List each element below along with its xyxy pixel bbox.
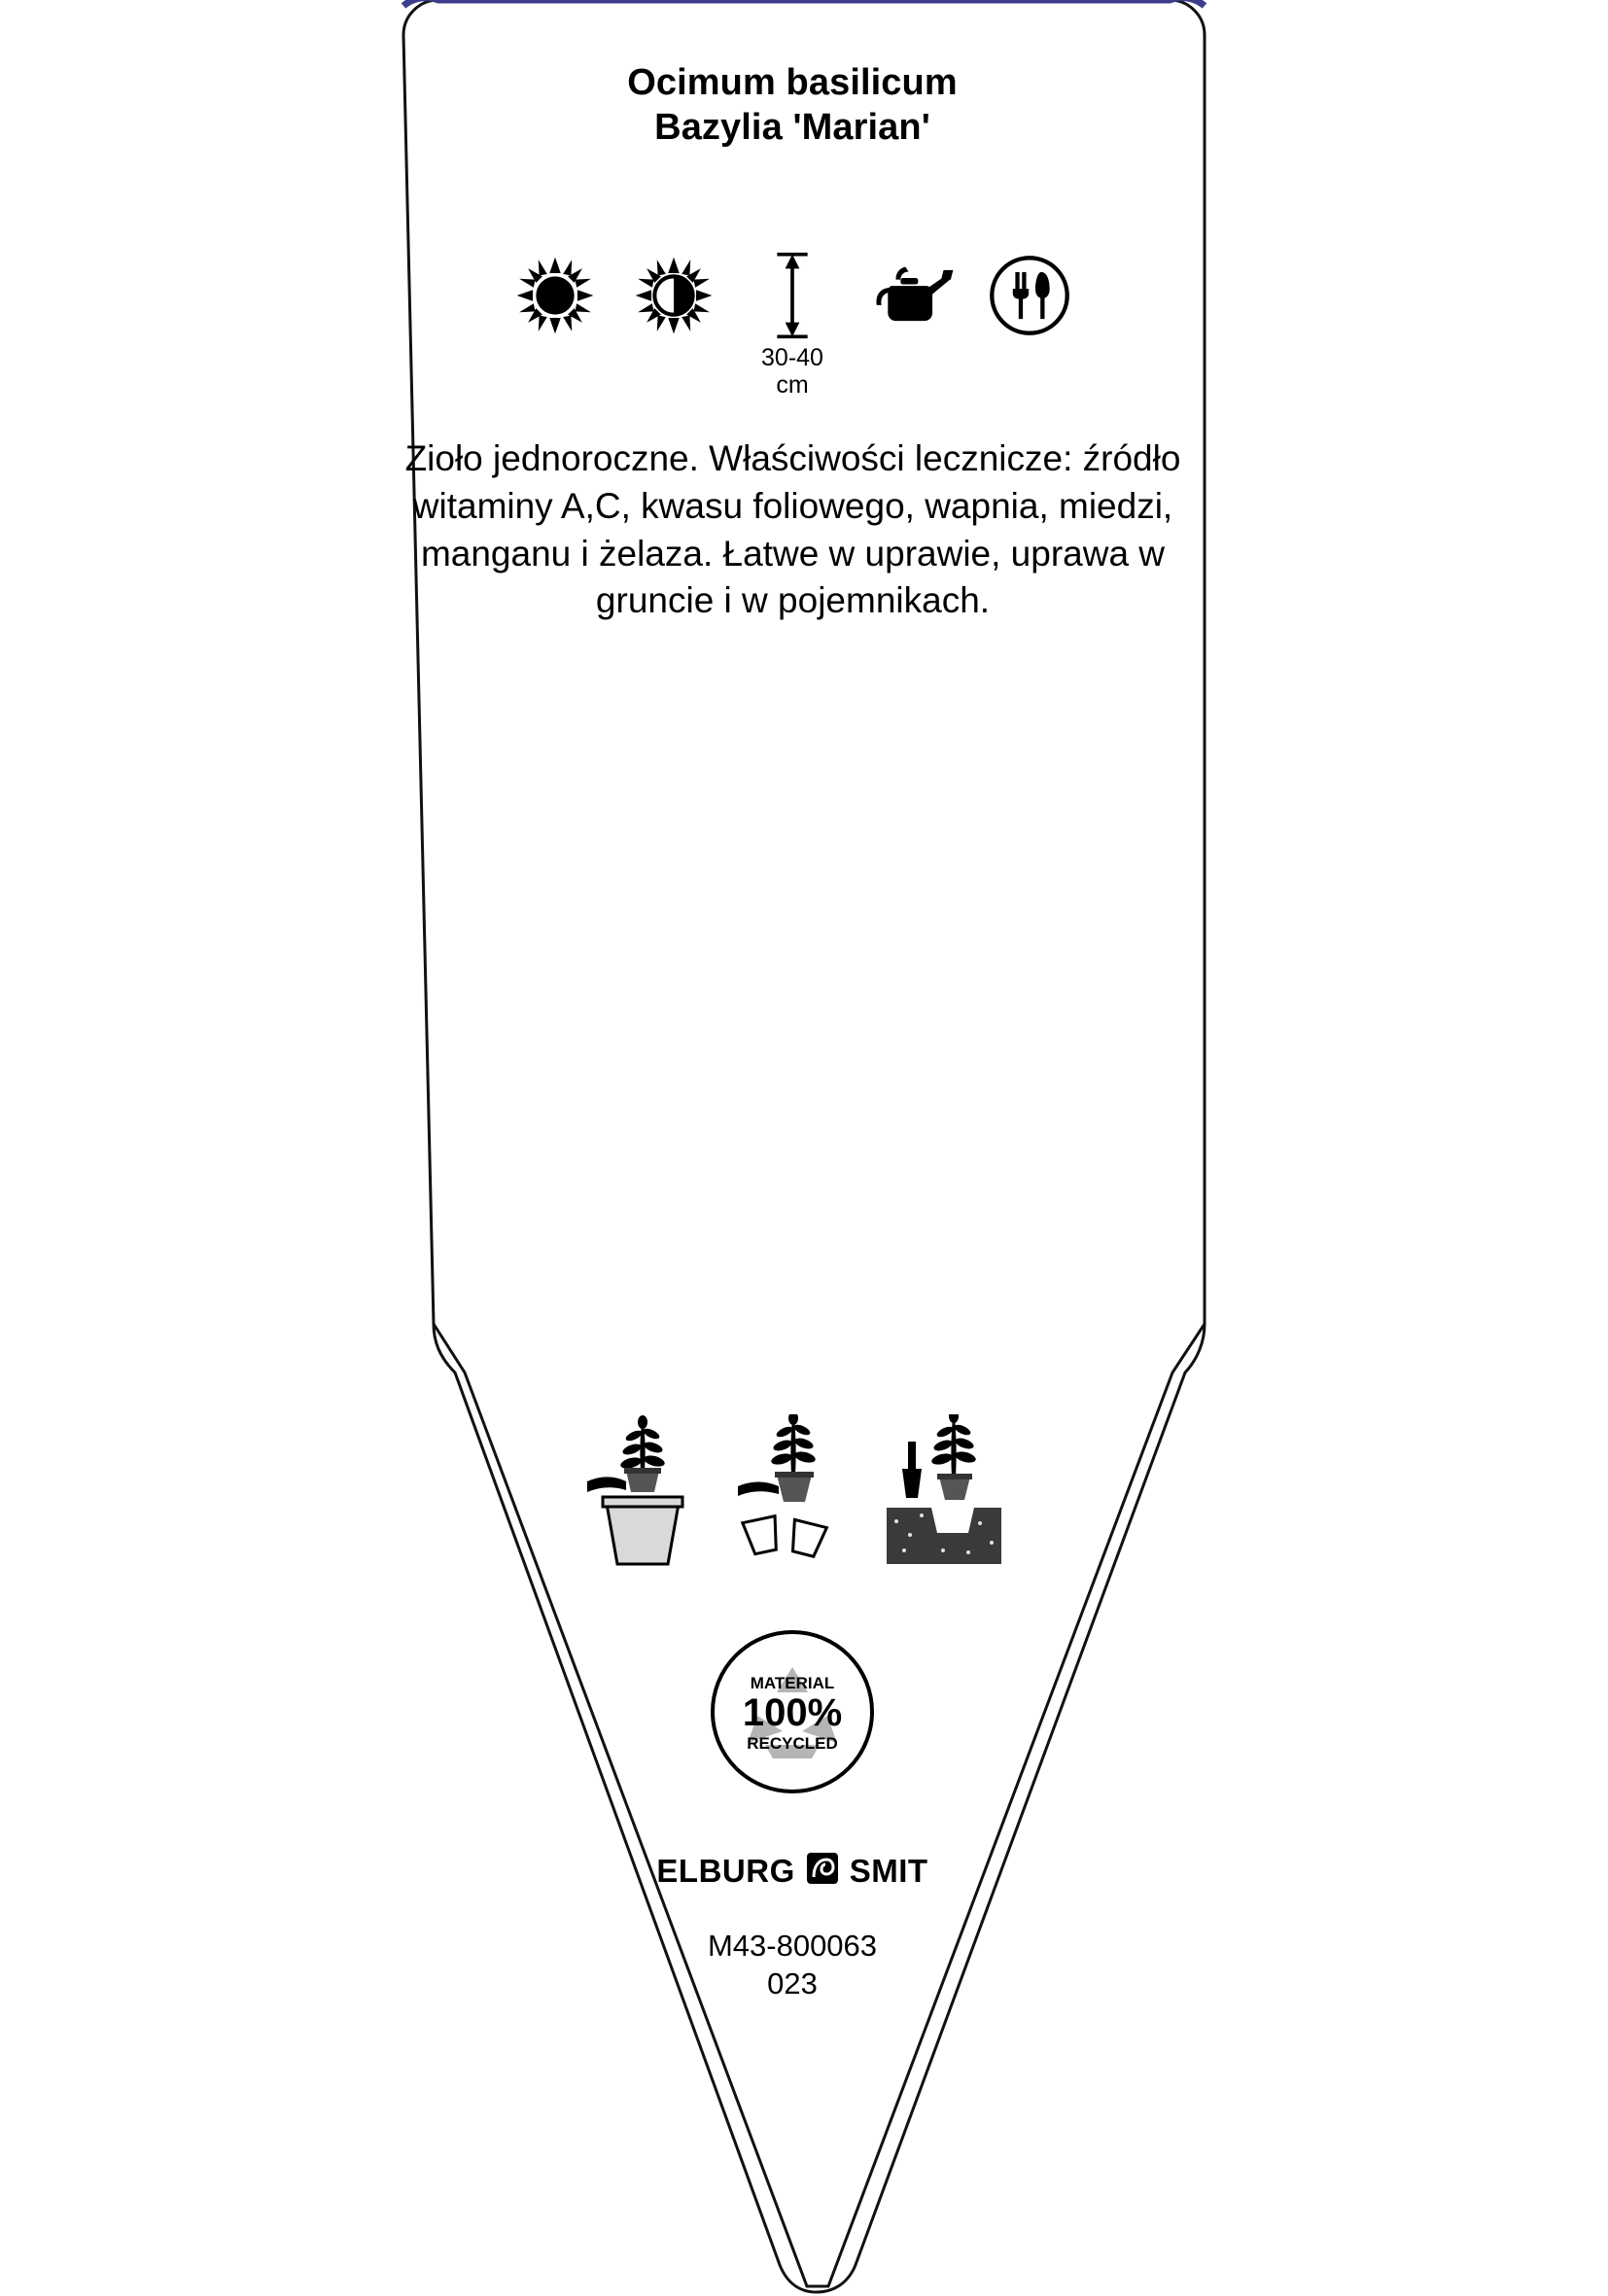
partial-sun-icon (634, 251, 714, 340)
badge-main-text: 100% (742, 1691, 843, 1734)
height-caption (761, 344, 823, 399)
common-name: Bazylia 'Marian' (654, 107, 930, 149)
elburg-smit-monogram-icon (806, 1852, 839, 1890)
full-sun-icon (515, 251, 595, 340)
care-icon-row (389, 251, 1196, 399)
care-icon-edible (985, 251, 1074, 344)
planting-instructions (389, 1414, 1196, 1575)
batch-code: 023 (767, 1966, 818, 2000)
height-arrow-icon (772, 251, 813, 340)
badge-top-text: MATERIAL (750, 1674, 835, 1692)
recycled-material-icon (709, 1628, 876, 1795)
brand-word-smit: SMIT (849, 1852, 928, 1889)
care-icon-full-sun (510, 251, 600, 344)
care-icon-height (748, 251, 837, 399)
height-unit: cm (776, 371, 809, 399)
botanical-name: Ocimum basilicum (627, 62, 958, 103)
recycled-badge (389, 1628, 1196, 1795)
article-code: M43-800063 (707, 1929, 878, 1963)
badge-bottom-text: RECYCLED (747, 1734, 838, 1753)
watering-can-icon (867, 251, 955, 340)
edible-cutlery-icon (988, 251, 1071, 340)
care-icon-partial-sun (629, 251, 718, 344)
step-plant-soil-icon (883, 1414, 1004, 1575)
product-codes (389, 1928, 1196, 2003)
step-hold-pot-icon (581, 1414, 703, 1575)
brand-logo (389, 1852, 1196, 1890)
description-text: Zioło jednoroczne. Właściwości lecznicze: źródło witaminy A,C, kwasu foliowego, wapnia, miedzi, manganu i żelaza. Łatwe w uprawie, uprawa w gruncie i w pojemnikach. (404, 438, 1181, 621)
brand-word-elburg: ELBURG (656, 1852, 795, 1889)
step-remove-pot-icon (732, 1414, 854, 1575)
page-title (389, 60, 1196, 151)
height-value: 30-40 (761, 344, 823, 371)
care-icon-watering (866, 251, 956, 344)
